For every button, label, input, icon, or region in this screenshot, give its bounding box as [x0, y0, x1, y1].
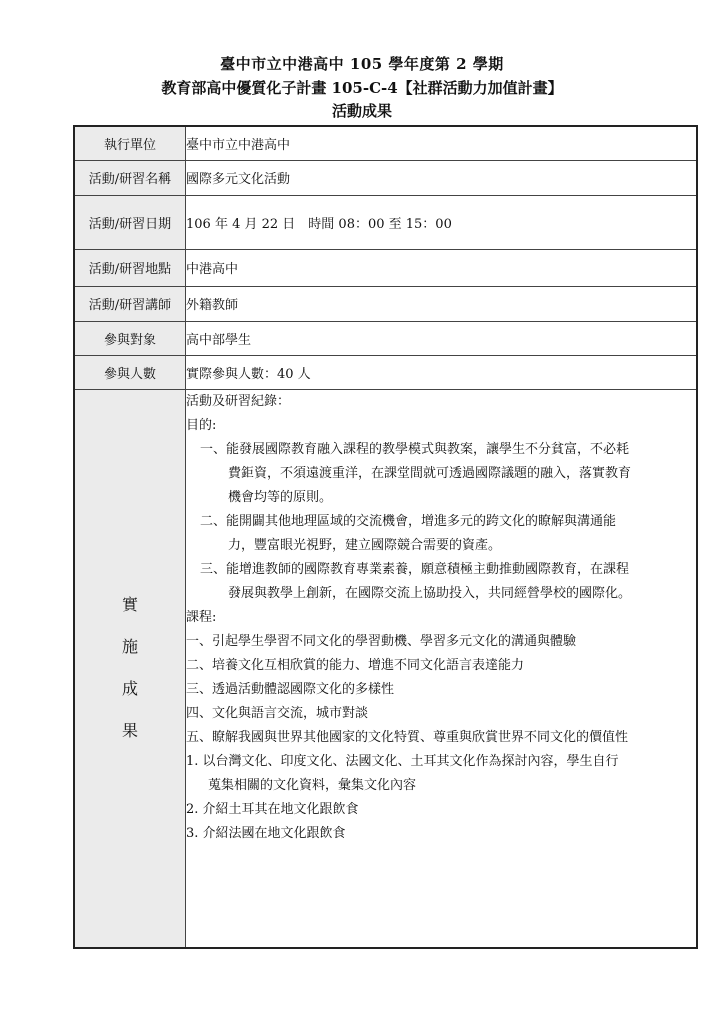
goal-lead: 二、能開闢其他地理區域的交流機會，增進多元的跨文化的瞭解與溝通能	[200, 513, 617, 529]
goal-continuation: 力，豐富眼光視野，建立國際競合需要的資產。	[228, 537, 502, 553]
goal-continuation: 機會均等的原則。	[228, 489, 333, 505]
vertical-char: 實	[121, 595, 138, 615]
value-unit: 臺中市立中港高中	[186, 126, 698, 160]
label-implementation-result	[74, 389, 186, 948]
label-activity-location: 活動/研習地點	[74, 249, 186, 286]
value-activity-name: 國際多元文化活動	[186, 160, 698, 195]
value-participants-count: 實際參與人數：40 人	[186, 355, 698, 389]
project-title: 教育部高中優質化子計畫 105-C-4【社群活動力加值計畫】	[161, 79, 563, 97]
row-activity-name	[74, 160, 697, 195]
value-activity-location: 中港高中	[186, 249, 698, 286]
vertical-char: 施	[121, 637, 138, 657]
label-participants-count: 參與人數	[74, 355, 186, 389]
label-activity-lecturer: 活動/研習講師	[74, 286, 186, 321]
numbered-item	[186, 798, 696, 822]
value-participants-target: 高中部學生	[186, 321, 698, 355]
report-title: 活動成果	[331, 102, 392, 120]
activity-record	[186, 389, 698, 948]
label-activity-date: 活動/研習日期	[74, 195, 186, 249]
numbered-lead: 1. 以台灣文化、印度文化、法國文化、土耳其文化作為探討內容，學生自行	[186, 753, 619, 769]
numbered-lead: 3. 介紹法國在地文化跟飲食	[186, 825, 346, 841]
course-item: 五、瞭解我國與世界其他國家的文化特質、尊重與欣賞世界不同文化的價值性	[186, 729, 629, 745]
record-heading: 活動及研習紀錄：	[186, 393, 291, 409]
school-term-title: 臺中市立中港高中 105 學年度第 2 學期	[220, 55, 504, 73]
course-item: 三、透過活動體認國際文化的多樣性	[186, 681, 395, 697]
course-item: 二、培養文化互相欣賞的能力、增進不同文化語言表達能力	[186, 657, 525, 673]
numbered-lead: 2. 介紹土耳其在地文化跟飲食	[186, 801, 359, 817]
course-item: 一、引起學生學習不同文化的學習動機、學習多元文化的溝通與體驗	[186, 633, 577, 649]
label-unit: 執行單位	[74, 126, 186, 160]
goal-continuation: 發展與教學上創新，在國際交流上協助投入，共同經營學校的國際化。	[228, 585, 632, 601]
row-participants-target	[74, 321, 697, 355]
goal-item	[200, 558, 696, 606]
activity-report-table	[73, 125, 698, 949]
goal-item	[200, 510, 696, 558]
course-heading: 課程:	[186, 609, 217, 625]
goal-lead: 三、能增進教師的國際教育專業素養，願意積極主動推動國際教育，在課程	[200, 561, 630, 577]
row-activity-location	[74, 249, 697, 286]
row-activity-date	[74, 195, 697, 249]
row-unit	[74, 126, 697, 160]
label-participants-target: 參與對象	[74, 321, 186, 355]
row-activity-lecturer	[74, 286, 697, 321]
vertical-char: 果	[121, 721, 138, 741]
goal-item	[200, 438, 696, 510]
vertical-char: 成	[121, 679, 138, 699]
course-item: 四、文化與語言交流，城市對談	[186, 705, 369, 721]
row-implementation-result	[74, 389, 697, 948]
document-header	[0, 52, 724, 122]
goal-continuation: 費鉅資，不須遠渡重洋，在課堂間就可透過國際議題的融入，落實教育	[228, 465, 632, 481]
goal-lead: 一、能發展國際教育融入課程的教學模式與教案，讓學生不分貧富，不必耗	[200, 441, 630, 457]
purpose-heading: 目的:	[186, 417, 217, 433]
value-activity-date: 106 年 4 月 22 日 時間 08：00 至 15：00	[186, 195, 698, 249]
value-activity-lecturer: 外籍教師	[186, 286, 698, 321]
row-participants-count	[74, 355, 697, 389]
numbered-item	[186, 822, 696, 846]
numbered-item	[186, 750, 696, 798]
label-activity-name: 活動/研習名稱	[74, 160, 186, 195]
numbered-continuation: 蒐集相關的文化資料，彙集文化內容	[208, 777, 417, 793]
